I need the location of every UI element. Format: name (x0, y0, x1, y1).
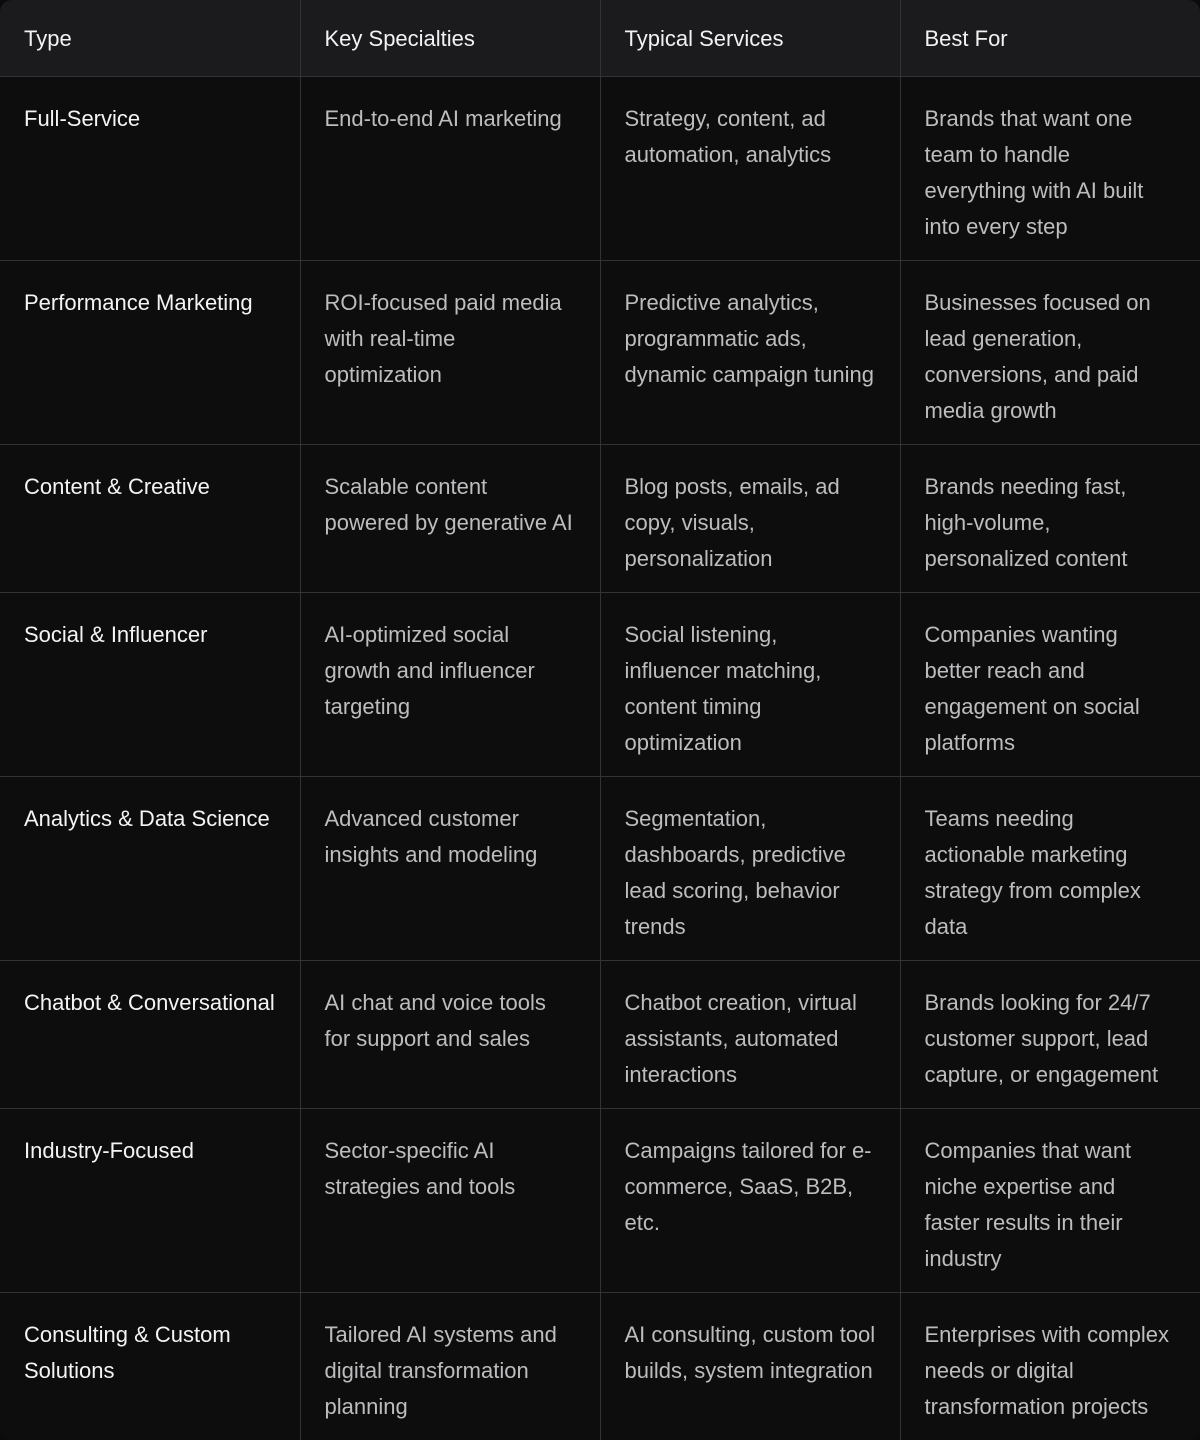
best-for-cell: Businesses focused on lead generation, conversions, and paid media growth (900, 260, 1200, 444)
services-cell: Strategy, content, ad automation, analytics (600, 76, 900, 260)
specialties-cell: Sector-specific AI strategies and tools (300, 1108, 600, 1292)
specialties-cell: ROI-focused paid media with real-time optimization (300, 260, 600, 444)
type-cell: Full-Service (0, 76, 300, 260)
specialties-cell: Advanced customer insights and modeling (300, 776, 600, 960)
table-row (0, 1292, 1200, 1440)
table-header-row (0, 0, 1200, 76)
services-cell: Segmentation, dashboards, predictive lead scoring, behavior trends (600, 776, 900, 960)
specialties-cell: Scalable content powered by generative AI (300, 444, 600, 592)
specialties-cell: End-to-end AI marketing (300, 76, 600, 260)
table-row (0, 776, 1200, 960)
best-for-cell: Brands needing fast, high-volume, personalized content (900, 444, 1200, 592)
services-cell: Campaigns tailored for e-commerce, SaaS, B2B, etc. (600, 1108, 900, 1292)
type-cell: Chatbot & Conversational (0, 960, 300, 1108)
specialties-cell: AI-optimized social growth and influencer targeting (300, 592, 600, 776)
best-for-cell: Enterprises with complex needs or digital transformation projects (924, 1321, 1170, 1419)
best-for-cell: Brands looking for 24/7 customer support, lead capture, or engagement (900, 960, 1200, 1108)
column-header-type: Type (0, 0, 300, 76)
type-cell: Performance Marketing (0, 260, 300, 444)
table-row (0, 76, 1200, 260)
type-cell: Consulting & Custom Solutions (0, 1292, 300, 1440)
best-for-cell: Brands that want one team to handle everything with AI built into every step (900, 76, 1200, 260)
type-cell: Analytics & Data Science (0, 776, 300, 960)
table-row (0, 260, 1200, 444)
type-cell: Industry-Focused (0, 1108, 300, 1292)
best-for-cell: Companies wanting better reach and engagement on social platforms (900, 592, 1200, 776)
table-row (0, 960, 1200, 1108)
table-row (0, 1108, 1200, 1292)
specialties-cell: AI chat and voice tools for support and sales (300, 960, 600, 1108)
services-cell: AI consulting, custom tool builds, system integration (600, 1292, 900, 1440)
table-row (0, 592, 1200, 776)
services-cell: Blog posts, emails, ad copy, visuals, personalization (600, 444, 900, 592)
table-row (0, 444, 1200, 592)
best-for-cell: Teams needing actionable marketing strategy from complex data (900, 776, 1200, 960)
column-header-key-specialties: Key Specialties (300, 0, 600, 76)
column-header-typical-services: Typical Services (600, 0, 900, 76)
type-cell: Social & Influencer (0, 592, 300, 776)
specialties-cell: Tailored AI systems and digital transformation planning (300, 1292, 600, 1440)
services-cell: Predictive analytics, programmatic ads, dynamic campaign tuning (600, 260, 900, 444)
services-cell: Chatbot creation, virtual assistants, automated interactions (600, 960, 900, 1108)
column-header-best-for: Best For (900, 0, 1200, 76)
services-cell: Social listening, influencer matching, content timing optimization (600, 592, 900, 776)
best-for-cell: Companies that want niche expertise and faster results in their industry (900, 1108, 1200, 1292)
type-cell: Content & Creative (0, 444, 300, 592)
